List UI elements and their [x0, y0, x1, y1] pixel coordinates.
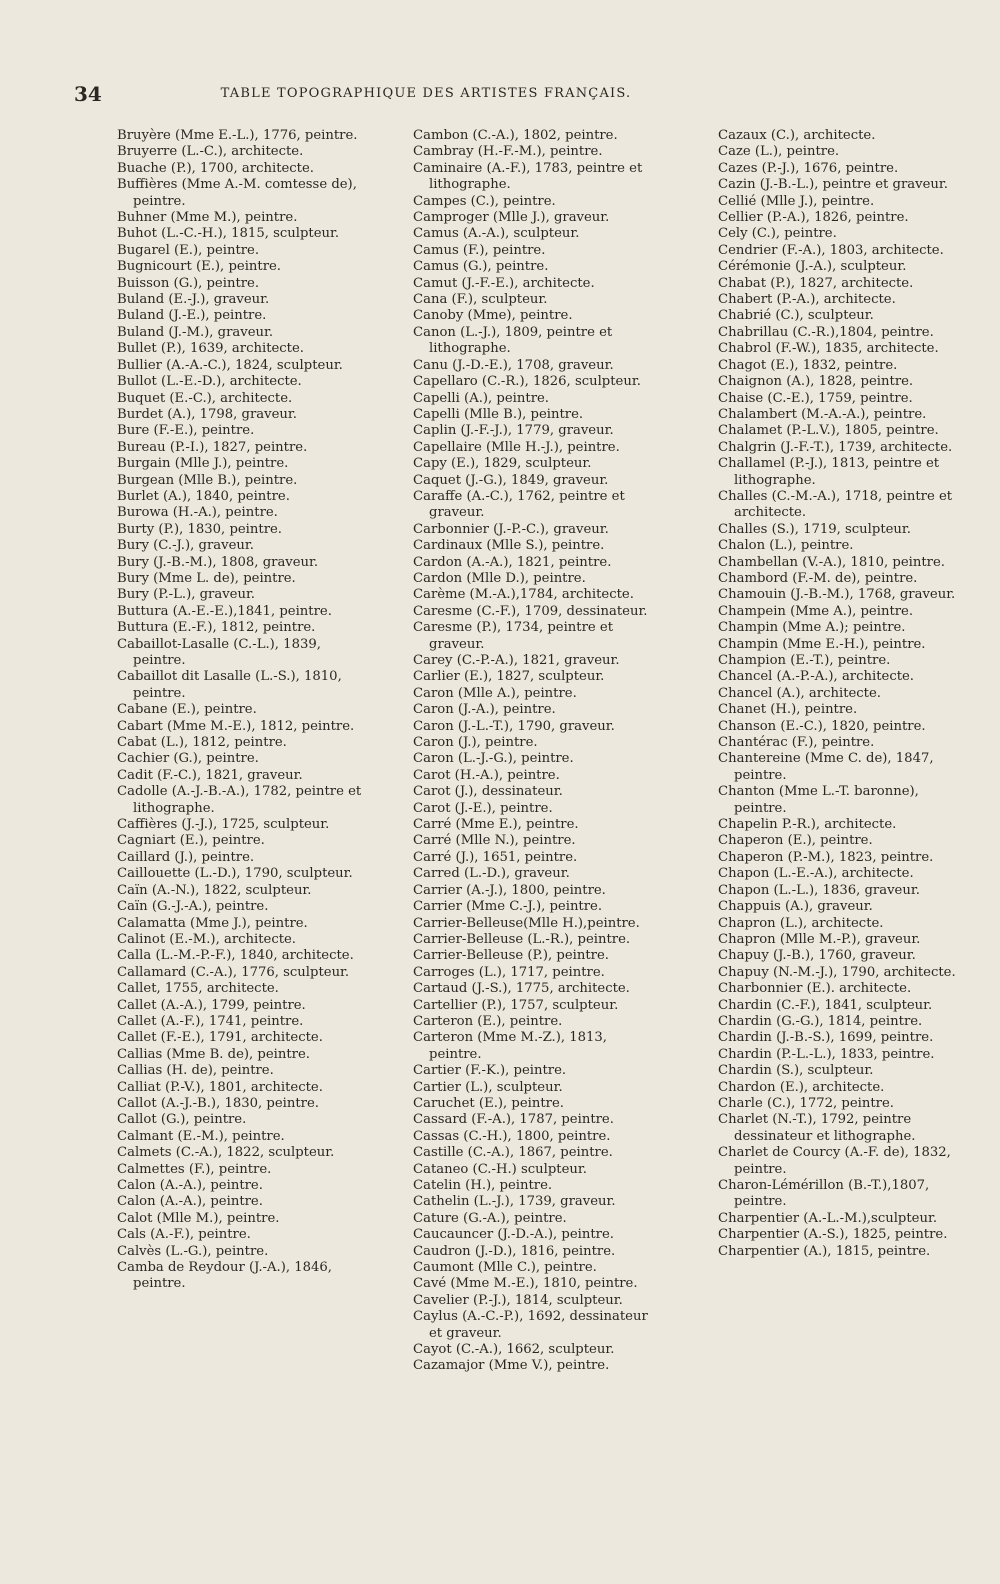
index-entry: Burgain (Mlle J.), peintre.	[117, 456, 289, 472]
index-entry: Bureau (P.-I.), 1827, peintre.	[117, 439, 308, 455]
index-entry: Chanton (Mme L.-T. baronne), peintre.	[718, 784, 919, 816]
index-entry: Chalambert (M.-A.-A.), peintre.	[718, 406, 927, 422]
index-entry: Carré (Mme E.), peintre.	[413, 817, 579, 833]
index-entry: Chagot (E.), 1832, peintre.	[718, 357, 898, 373]
index-entry: Callet (F.-E.), 1791, architecte.	[117, 1030, 323, 1046]
index-entry: Chardin (C.-F.), 1841, sculpteur.	[718, 997, 933, 1013]
index-entry: Calvès (L.-G.), peintre.	[117, 1243, 269, 1259]
index-entry: Buland (J.-M.), graveur.	[117, 324, 274, 340]
index-entry: Chabert (P.-A.), architecte.	[718, 292, 896, 308]
index-entry: Chapuy (J.-B.), 1760, graveur.	[718, 948, 916, 964]
index-entry: Callet (A.-F.), 1741, peintre.	[117, 1013, 304, 1029]
index-entry: Cambon (C.-A.), 1802, peintre.	[413, 128, 618, 143]
index-entry: Carot (H.-A.), peintre.	[413, 767, 560, 783]
index-entry: Carrier-Belleuse (L.-R.), peintre.	[413, 931, 631, 947]
index-entry: Cature (G.-A.), peintre.	[413, 1210, 567, 1226]
index-entry: Challes (C.-M.-A.), 1718, peintre et architecte.	[718, 488, 953, 521]
index-entry: Cellier (P.-A.), 1826, peintre.	[718, 210, 909, 226]
index-entry: Bury (J.-B.-M.), 1808, graveur.	[117, 554, 319, 570]
index-entry: Callot (G.), peintre.	[117, 1112, 247, 1128]
index-entry: Caumont (Mlle C.), peintre.	[413, 1260, 597, 1276]
index-entry: Bury (Mme L. de), peintre.	[117, 570, 296, 586]
index-entry: Carteron (E.), peintre.	[413, 1013, 563, 1029]
index-entry: Chardin (S.), sculpteur.	[718, 1063, 874, 1079]
index-entry: Bugarel (E.), peintre.	[117, 242, 260, 258]
index-entry: Burdet (A.), 1798, graveur.	[117, 406, 297, 422]
index-entry: Camus (A.-A.), sculpteur.	[413, 226, 580, 242]
index-entry: Cadit (F.-C.), 1821, graveur.	[117, 767, 303, 783]
page-header	[74, 82, 718, 104]
index-entry: Carré (Mlle N.), peintre.	[413, 833, 576, 849]
index-entry: Cazin (J.-B.-L.), peintre et graveur.	[718, 177, 948, 193]
index-entry: Chaperon (P.-M.), 1823, peintre.	[718, 849, 934, 865]
index-entry: Carrier (Mme C.-J.), peintre.	[413, 899, 603, 915]
index-entry: Bruyère (Mme E.-L.), 1776, peintre.	[117, 128, 358, 143]
index-entry: Caron (J.-A.), peintre.	[413, 702, 556, 718]
index-entry: Chalgrin (J.-F.-T.), 1739, architecte.	[718, 439, 953, 455]
index-entry: Chancel (A.), architecte.	[718, 685, 881, 701]
index-entry: Carlier (E.), 1827, sculpteur.	[413, 669, 605, 685]
index-entry: Camut (J.-F.-E.), architecte.	[413, 275, 595, 291]
index-entry: Caruchet (E.), peintre.	[413, 1095, 564, 1111]
index-entry: Cartaud (J.-S.), 1775, architecte.	[413, 981, 630, 997]
index-entry: Canu (J.-D.-E.), 1708, graveur.	[413, 357, 614, 373]
index-entry: Camba de Reydour (J.-A.), 1846, peintre.	[117, 1260, 332, 1292]
index-entry: Bugnicourt (E.), peintre.	[117, 259, 282, 275]
index-entry: Caraffe (A.-C.), 1762, peintre et graveur.	[413, 488, 625, 521]
index-entry: Charpentier (A.-L.-M.),sculpteur.	[718, 1210, 938, 1226]
index-entry: Cataneo (C.-H.) sculpteur.	[413, 1161, 587, 1177]
index-entry: Chappuis (A.), graveur.	[718, 899, 873, 915]
index-entry: Cana (F.), sculpteur.	[413, 292, 548, 308]
index-entry: Capellaire (Mlle H.-J.), peintre.	[413, 439, 620, 455]
index-entry: Callot (A.-J.-B.), 1830, peintre.	[117, 1095, 319, 1111]
index-entry: Charlet (N.-T.), 1792, peintre dessinateur et lithographe.	[718, 1112, 916, 1144]
index-entry: Caquet (J.-G.), 1849, graveur.	[413, 472, 609, 488]
index-entry: Camproger (Mlle J.), graveur.	[413, 210, 610, 226]
index-entry: Cadolle (A.-J.-B.-A.), 1782, peintre et lithographe.	[117, 784, 362, 816]
index-entry: Cardon (Mlle D.), peintre.	[413, 570, 586, 586]
index-entry: Calamatta (Mme J.), peintre.	[117, 915, 308, 931]
index-entry: Carey (C.-P.-A.), 1821, graveur.	[413, 653, 620, 668]
index-entry: Chardon (E.), architecte.	[718, 1079, 885, 1095]
index-entry: Champion (E.-T.), peintre.	[718, 653, 891, 668]
index-entry: Burowa (H.-A.), peintre.	[117, 505, 278, 521]
index-entry: Chanet (H.), peintre.	[718, 702, 858, 718]
index-entry: Buttura (E.-F.), 1812, peintre.	[117, 620, 316, 636]
index-entry: Campes (C.), peintre.	[413, 193, 556, 209]
index-entry: Cely (C.), peintre.	[718, 226, 837, 242]
index-entry: Chabrillau (C.-R.),1804, peintre.	[718, 324, 934, 340]
index-entry: Charlet de Courcy (A.-F. de), 1832, peintre.	[718, 1145, 951, 1177]
index-entry: Bury (P.-L.), graveur.	[117, 587, 256, 603]
index-entry: Calmets (C.-A.), 1822, sculpteur.	[117, 1145, 335, 1161]
index-entry: Burty (P.), 1830, peintre.	[117, 521, 282, 537]
index-entry: Bullet (P.), 1639, architecte.	[117, 341, 304, 357]
index-entry: Cellié (Mlle J.), peintre.	[718, 193, 875, 209]
index-entry: Calla (L.-M.-P.-F.), 1840, architecte.	[117, 948, 354, 964]
index-entry: Champin (Mme A.); peintre.	[718, 620, 906, 636]
index-entry: Carème (M.-A.),1784, architecte.	[413, 587, 634, 603]
index-entry: Chalamet (P.-L.V.), 1805, peintre.	[718, 423, 939, 439]
index-entry: Chapuy (N.-M.-J.), 1790, architecte.	[718, 964, 956, 980]
index-entry: Caresme (C.-F.), 1709, dessinateur.	[413, 603, 648, 619]
index-entry: Charpentier (A.), 1815, peintre.	[718, 1243, 931, 1259]
index-entry: Callias (H. de), peintre.	[117, 1063, 274, 1079]
index-entry: Calon (A.-A.), peintre.	[117, 1194, 263, 1210]
index-entry: Caïn (A.-N.), 1822, sculpteur.	[117, 882, 312, 898]
index-entry: Caplin (J.-F.-J.), 1779, graveur.	[413, 423, 614, 439]
index-entry: Cabaillot-Lasalle (C.-L.), 1839, peintre.	[117, 636, 321, 668]
index-entry: Carroges (L.), 1717, peintre.	[413, 964, 605, 980]
index-entry: Cazes (P.-J.), 1676, peintre.	[718, 160, 899, 176]
index-entry: Champin (Mme E.-H.), peintre.	[718, 636, 926, 652]
index-entry: Chaise (C.-E.), 1759, peintre.	[718, 390, 913, 406]
index-entry: Chancel (A.-P.-A.), architecte.	[718, 669, 914, 685]
index-entry: Chapron (Mlle M.-P.), graveur.	[718, 931, 921, 947]
index-entry: Chaperon (E.), peintre.	[718, 833, 873, 849]
index-entry: Capy (E.), 1829, sculpteur.	[413, 456, 592, 472]
index-entry: Cazamajor (Mme V.), peintre.	[413, 1358, 610, 1374]
index-entry: Chapon (L.-E.-A.), architecte.	[718, 866, 914, 882]
index-entry: Capelli (Mlle B.), peintre.	[413, 406, 584, 422]
index-entry: Charpentier (A.-S.), 1825, peintre.	[718, 1227, 948, 1243]
index-entry: Buquet (E.-C.), architecte.	[117, 390, 293, 406]
index-entry: Canon (L.-J.), 1809, peintre et lithographe.	[413, 324, 613, 357]
index-entry: Chantereine (Mme C. de), 1847, peintre.	[718, 751, 934, 783]
index-entry: Capelli (A.), peintre.	[413, 390, 549, 406]
index-entry: Caze (L.), peintre.	[718, 144, 840, 160]
index-entry: Chapron (L.), architecte.	[718, 915, 884, 931]
index-entry: Caresme (P.), 1734, peintre et graveur.	[413, 620, 613, 652]
index-entry: Buland (E.-J.), graveur.	[117, 292, 270, 308]
index-entry: Caron (J.), peintre.	[413, 735, 538, 751]
index-entry: Chardin (G.-G.), 1814, peintre.	[718, 1013, 923, 1029]
index-entry: Chanson (E.-C.), 1820, peintre.	[718, 718, 926, 734]
index-entry: Bure (F.-E.), peintre.	[117, 423, 255, 439]
index-entry: Bury (C.-J.), graveur.	[117, 538, 254, 554]
index-entry: Challes (S.), 1719, sculpteur.	[718, 521, 911, 537]
index-entry: Carteron (Mme M.-Z.), 1813, peintre.	[413, 1030, 607, 1062]
index-entry: Carot (J.), dessinateur.	[413, 784, 563, 800]
index-entry: Cavelier (P.-J.), 1814, sculpteur.	[413, 1292, 623, 1308]
index-entry: Cabat (L.), 1812, peintre.	[117, 735, 287, 751]
index-entry: Cendrier (F.-A.), 1803, architecte.	[718, 242, 944, 258]
index-entry: Chambellan (V.-A.), 1810, peintre.	[718, 554, 945, 570]
index-entry: Caminaire (A.-F.), 1783, peintre et lithographe.	[413, 160, 643, 193]
page-number: 34	[74, 82, 102, 106]
index-entry: Burgean (Mlle B.), peintre.	[117, 472, 298, 488]
index-entry: Carrier-Belleuse (P.), peintre.	[413, 948, 609, 964]
index-entry: Caillard (J.), peintre.	[117, 849, 255, 865]
index-entry: Chambord (F.-M. de), peintre.	[718, 570, 918, 586]
index-entry: Cartier (F.-K.), peintre.	[413, 1063, 567, 1079]
index-entry: Calliat (P.-V.), 1801, architecte.	[117, 1079, 323, 1095]
index-entry: Chapelin P.-R.), architecte.	[718, 817, 897, 833]
index-entry: Buhot (L.-C.-H.), 1815, sculpteur.	[117, 226, 340, 242]
index-entry: Callet, 1755, architecte.	[117, 981, 279, 997]
index-entry: Chamouin (J.-B.-M.), 1768, graveur.	[718, 587, 956, 603]
index-entry: Charbonnier (E.). architecte.	[718, 981, 912, 997]
index-entry: Caucauncer (J.-D.-A.), peintre.	[413, 1227, 614, 1243]
index-entry: Carred (L.-D.), graveur.	[413, 866, 570, 882]
index-entry: Challamel (P.-J.), 1813, peintre et lithographe.	[718, 456, 940, 488]
index-entry: Cartier (L.), sculpteur.	[413, 1079, 563, 1095]
index-entry: Cambray (H.-F.-M.), peintre.	[413, 144, 603, 160]
index-entry: Castille (C.-A.), 1867, peintre.	[413, 1145, 613, 1161]
index-entry: Cardon (A.-A.), 1821, peintre.	[413, 554, 612, 570]
index-entry: Chardin (P.-L.-L.), 1833, peintre.	[718, 1046, 935, 1062]
index-entry: Carrier-Belleuse(Mlle H.),peintre.	[413, 915, 640, 931]
index-entry: Chapon (L.-L.), 1836, graveur.	[718, 882, 920, 898]
index-entry: Camus (F.), peintre.	[413, 242, 546, 258]
index-entry: Cathelin (L.-J.), 1739, graveur.	[413, 1194, 616, 1210]
index-entry: Caron (Mlle A.), peintre.	[413, 685, 577, 701]
index-entry: Buhner (Mme M.), peintre.	[117, 210, 298, 226]
index-entry: Buache (P.), 1700, architecte.	[117, 160, 314, 176]
index-entry: Caron (J.-L.-T.), 1790, graveur.	[413, 718, 615, 734]
index-entry: Bruyerre (L.-C.), architecte.	[117, 144, 304, 160]
index-entry: Camus (G.), peintre.	[413, 259, 549, 275]
index-entry: Carrier (A.-J.), 1800, peintre.	[413, 882, 606, 898]
index-entry: Caillouette (L.-D.), 1790, sculpteur.	[117, 866, 353, 882]
index-entry: Caffières (J.-J.), 1725, sculpteur.	[117, 817, 330, 833]
index-entry: Carot (J.-E.), peintre.	[413, 800, 553, 816]
index-entry: Cabaillot dit Lasalle (L.-S.), 1810, peintre.	[117, 669, 342, 701]
index-entry: Chabat (P.), 1827, architecte.	[718, 275, 914, 291]
index-entry: Chaignon (A.), 1828, peintre.	[718, 374, 914, 390]
index-entry: Catelin (H.), peintre.	[413, 1178, 553, 1193]
index-entry: Cazaux (C.), architecte.	[718, 128, 876, 143]
index-entry: Capellaro (C.-R.), 1826, sculpteur.	[413, 374, 641, 390]
index-entry: Carbonnier (J.-P.-C.), graveur.	[413, 521, 609, 537]
running-title: TABLE TOPOGRAPHIQUE DES ARTISTES FRANÇAIS.	[220, 86, 632, 101]
index-entry: Buland (J.-E.), peintre.	[117, 308, 267, 324]
index-entry: Cabane (E.), peintre.	[117, 702, 257, 718]
index-entry: Caudron (J.-D.), 1816, peintre.	[413, 1243, 616, 1259]
index-entry: Caron (L.-J.-G.), peintre.	[413, 751, 574, 767]
index-entry: Buisson (G.), peintre.	[117, 275, 260, 291]
index-entry: Bullier (A.-A.-C.), 1824, sculpteur.	[117, 357, 343, 373]
index-entry: Buffières (Mme A.-M. comtesse de), peintre.	[117, 177, 357, 209]
column-3	[718, 128, 958, 1260]
index-entry: Cartellier (P.), 1757, sculpteur.	[413, 997, 619, 1013]
index-entry: Charle (C.), 1772, peintre.	[718, 1095, 894, 1111]
index-entry: Callamard (C.-A.), 1776, sculpteur.	[117, 964, 350, 980]
index-entry: Caylus (A.-C.-P.), 1692, dessinateur et graveur.	[413, 1309, 648, 1341]
index-entry: Cagniart (E.), peintre.	[117, 833, 265, 849]
index-entry: Cachier (G.), peintre.	[117, 751, 259, 767]
index-entry: Bullot (L.-E.-D.), architecte.	[117, 374, 302, 390]
index-entry: Chabrié (C.), sculpteur.	[718, 308, 874, 324]
index-entry: Chardin (J.-B.-S.), 1699, peintre.	[718, 1030, 934, 1046]
index-entry: Cassard (F.-A.), 1787, peintre.	[413, 1112, 614, 1128]
index-entry: Calot (Mlle M.), peintre.	[117, 1210, 280, 1226]
index-entry: Cals (A.-F.), peintre.	[117, 1227, 251, 1243]
index-entry: Canoby (Mme), peintre.	[413, 308, 573, 324]
index-entry: Calon (A.-A.), peintre.	[117, 1178, 263, 1193]
index-entry: Cérémonie (J.-A.), sculpteur.	[718, 259, 907, 275]
index-entry: Calinot (E.-M.), architecte.	[117, 931, 297, 947]
index-entry: Burlet (A.), 1840, peintre.	[117, 488, 290, 504]
index-entry: Cabart (Mme M.-E.), 1812, peintre.	[117, 718, 355, 734]
index-entry: Calmant (E.-M.), peintre.	[117, 1128, 285, 1144]
index-entry: Cardinaux (Mlle S.), peintre.	[413, 538, 605, 554]
index-entry: Calmettes (F.), peintre.	[117, 1161, 272, 1177]
index-entry: Cavé (Mme M.-E.), 1810, peintre.	[413, 1276, 638, 1292]
column-1	[117, 128, 369, 1293]
index-entry: Chabrol (F.-W.), 1835, architecte.	[718, 341, 939, 357]
index-entry: Champein (Mme A.), peintre.	[718, 603, 914, 619]
column-2	[413, 128, 655, 1375]
index-entry: Cayot (C.-A.), 1662, sculpteur.	[413, 1342, 615, 1358]
index-entry: Chalon (L.), peintre.	[718, 538, 854, 554]
index-entry: Caïn (G.-J.-A.), peintre.	[117, 899, 269, 915]
index-entry: Chantérac (F.), peintre.	[718, 735, 875, 751]
index-entry: Cassas (C.-H.), 1800, peintre.	[413, 1128, 611, 1144]
index-entry: Buttura (A.-E.-E.),1841, peintre.	[117, 603, 332, 619]
index-entry: Callet (A.-A.), 1799, peintre.	[117, 997, 306, 1013]
index-entry: Charon-Lémérillon (B.-T.),1807, peintre.	[718, 1178, 930, 1210]
index-entry: Carré (J.), 1651, peintre.	[413, 849, 578, 865]
index-entry: Callias (Mme B. de), peintre.	[117, 1046, 310, 1062]
